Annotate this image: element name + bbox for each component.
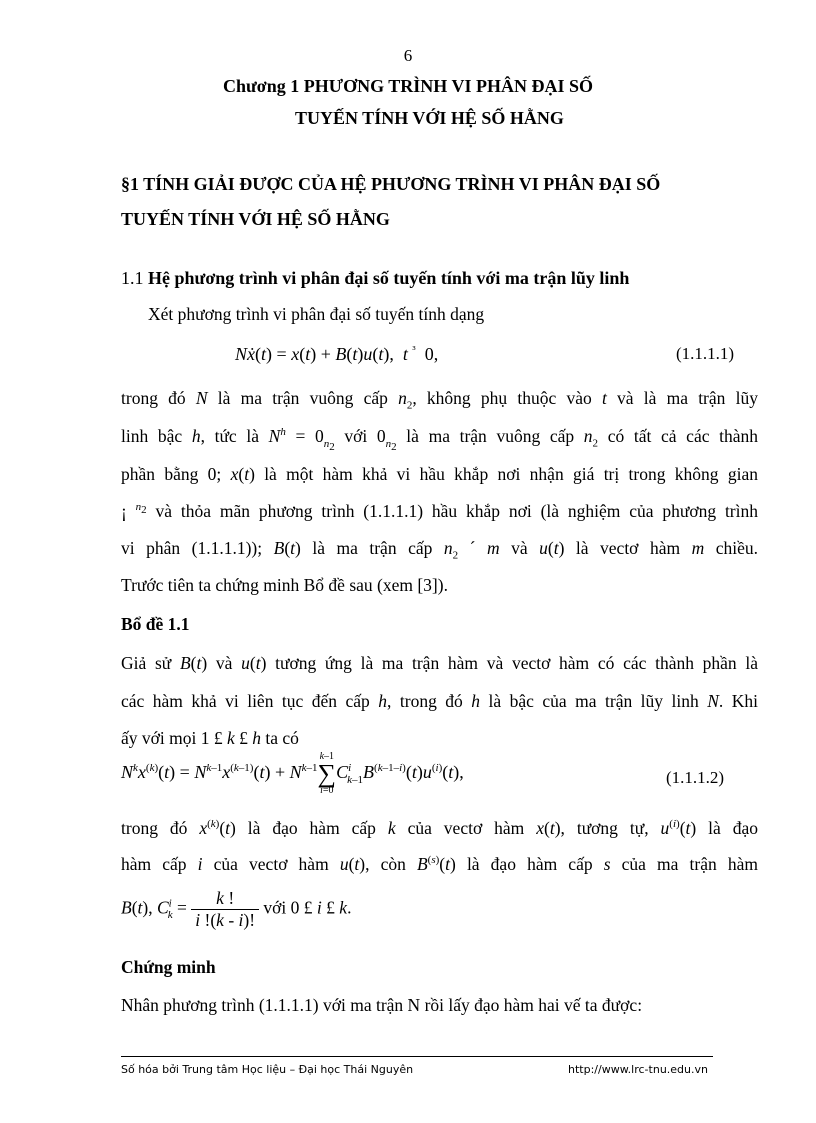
def-line-3: B(t), $C^i_k$ = $\frac{k !}{i !(k - i)!}$ với 0 £ i £ k. — [121, 888, 352, 930]
chapter-title-line-2: TUYẾN TÍNH VỚI HỆ SỐ HẰNG — [295, 108, 564, 128]
body-line-4: ¡ $^{n_2}$ và thỏa mãn phương trình (1.1.1.1) hầu khắp nơi (là nghiệm của phương trình — [121, 501, 758, 521]
summation-symbol: k–1 ∑ i=0 — [317, 751, 337, 796]
footer-divider — [121, 1056, 713, 1057]
lemma-line-3: ấy với mọi 1 £ k £ h ta có — [121, 728, 299, 748]
subsection-heading-text: Hệ phương trình vi phân đại số tuyến tính với ma trận lũy linh — [148, 268, 630, 288]
body-line-3: phần bằng 0; x(t) là một hàm khả vi hầu khắp nơi nhận giá trị trong không gian — [121, 464, 758, 484]
footer-url[interactable]: http://www.lrc-tnu.edu.vn — [568, 1063, 708, 1076]
chapter-title-line-1: Chương 1 PHƯƠNG TRÌNH VI PHÂN ĐẠI SỐ — [223, 76, 593, 96]
lemma-title: Bổ đề 1.1 — [121, 614, 190, 634]
body-line-5: vi phân (1.1.1.1)); B(t) là ma trận cấp $n_2$ ´ m và u(t) là vectơ hàm m chiều. — [121, 538, 758, 562]
def-line-2: hàm cấp i của vectơ hàm u(t), còn $B^{(s)}(t)$ là đạo hàm cấp s của ma trận hàm — [121, 854, 758, 874]
proof-line-1: Nhân phương trình (1.1.1.1) với ma trận N rồi lấy đạo hàm hai vế ta được: — [121, 995, 643, 1015]
lemma-line-2: các hàm khả vi liên tục đến cấp h, trong đó h là bậc của ma trận lũy linh N. Khi — [121, 691, 759, 711]
equation-number-2: (1.1.1.2) — [666, 768, 725, 787]
body-line-6: Trước tiên ta chứng minh Bổ đề sau (xem [3]). — [121, 575, 448, 595]
footer-left: Số hóa bởi Trung tâm Học liệu – Đại học Thái Nguyên — [121, 1063, 414, 1076]
section-title-line-1: §1 TÍNH GIẢI ĐƯỢC CỦA HỆ PHƯƠNG TRÌNH VI PHÂN ĐẠI SỐ — [121, 174, 661, 194]
section-title-line-2: TUYẾN TÍNH VỚI HỆ SỐ HẰNG — [121, 209, 390, 229]
proof-title: Chứng minh — [121, 957, 216, 977]
lemma-line-1: Giả sử B(t) và u(t) tương ứng là ma trận hàm và vectơ hàm có các thành phần là — [121, 653, 759, 673]
binomial-fraction: $\frac{k !}{i !(k - i)!}$ — [191, 888, 259, 931]
body-line-1: trong đó N là ma trận vuông cấp $n_2$, không phụ thuộc vào t và là ma trận lũy — [121, 388, 758, 412]
page-number: 6 — [403, 46, 413, 65]
intro-text: Xét phương trình vi phân đại số tuyến tính dạng — [148, 304, 485, 324]
equation-1-1-1-1: Nẋ(t) = x(t) + B(t)u(t), t $^{^3}$ 0, — [235, 344, 439, 364]
body-line-2: linh bậc h, tức là $N^h = 0_{n_2}$ với $0_{n_2}$ là ma trận vuông cấp $n_2$ có tất cả các thành — [121, 426, 759, 453]
equation-1-1-1-2: $N^kx^{(k)}(t) = N^{k-1}x^{(k-1)}(t) + N^{k-1}$ k–1 ∑ i=0 $C^i_{k-1}B^{(k-1-i)}(t)u^{(i)}(t)$, — [121, 751, 464, 796]
subsection-title: 1.1 Hệ phương trình vi phân đại số tuyến tính với ma trận lũy linh — [121, 268, 630, 288]
def-line-1: trong đó $x^{(k)}(t)$ là đạo hàm cấp k của vectơ hàm x(t), tương tự, $u^{(i)}(t)$ là đạo — [121, 818, 758, 838]
equation-number-1: (1.1.1.1) — [676, 344, 735, 363]
